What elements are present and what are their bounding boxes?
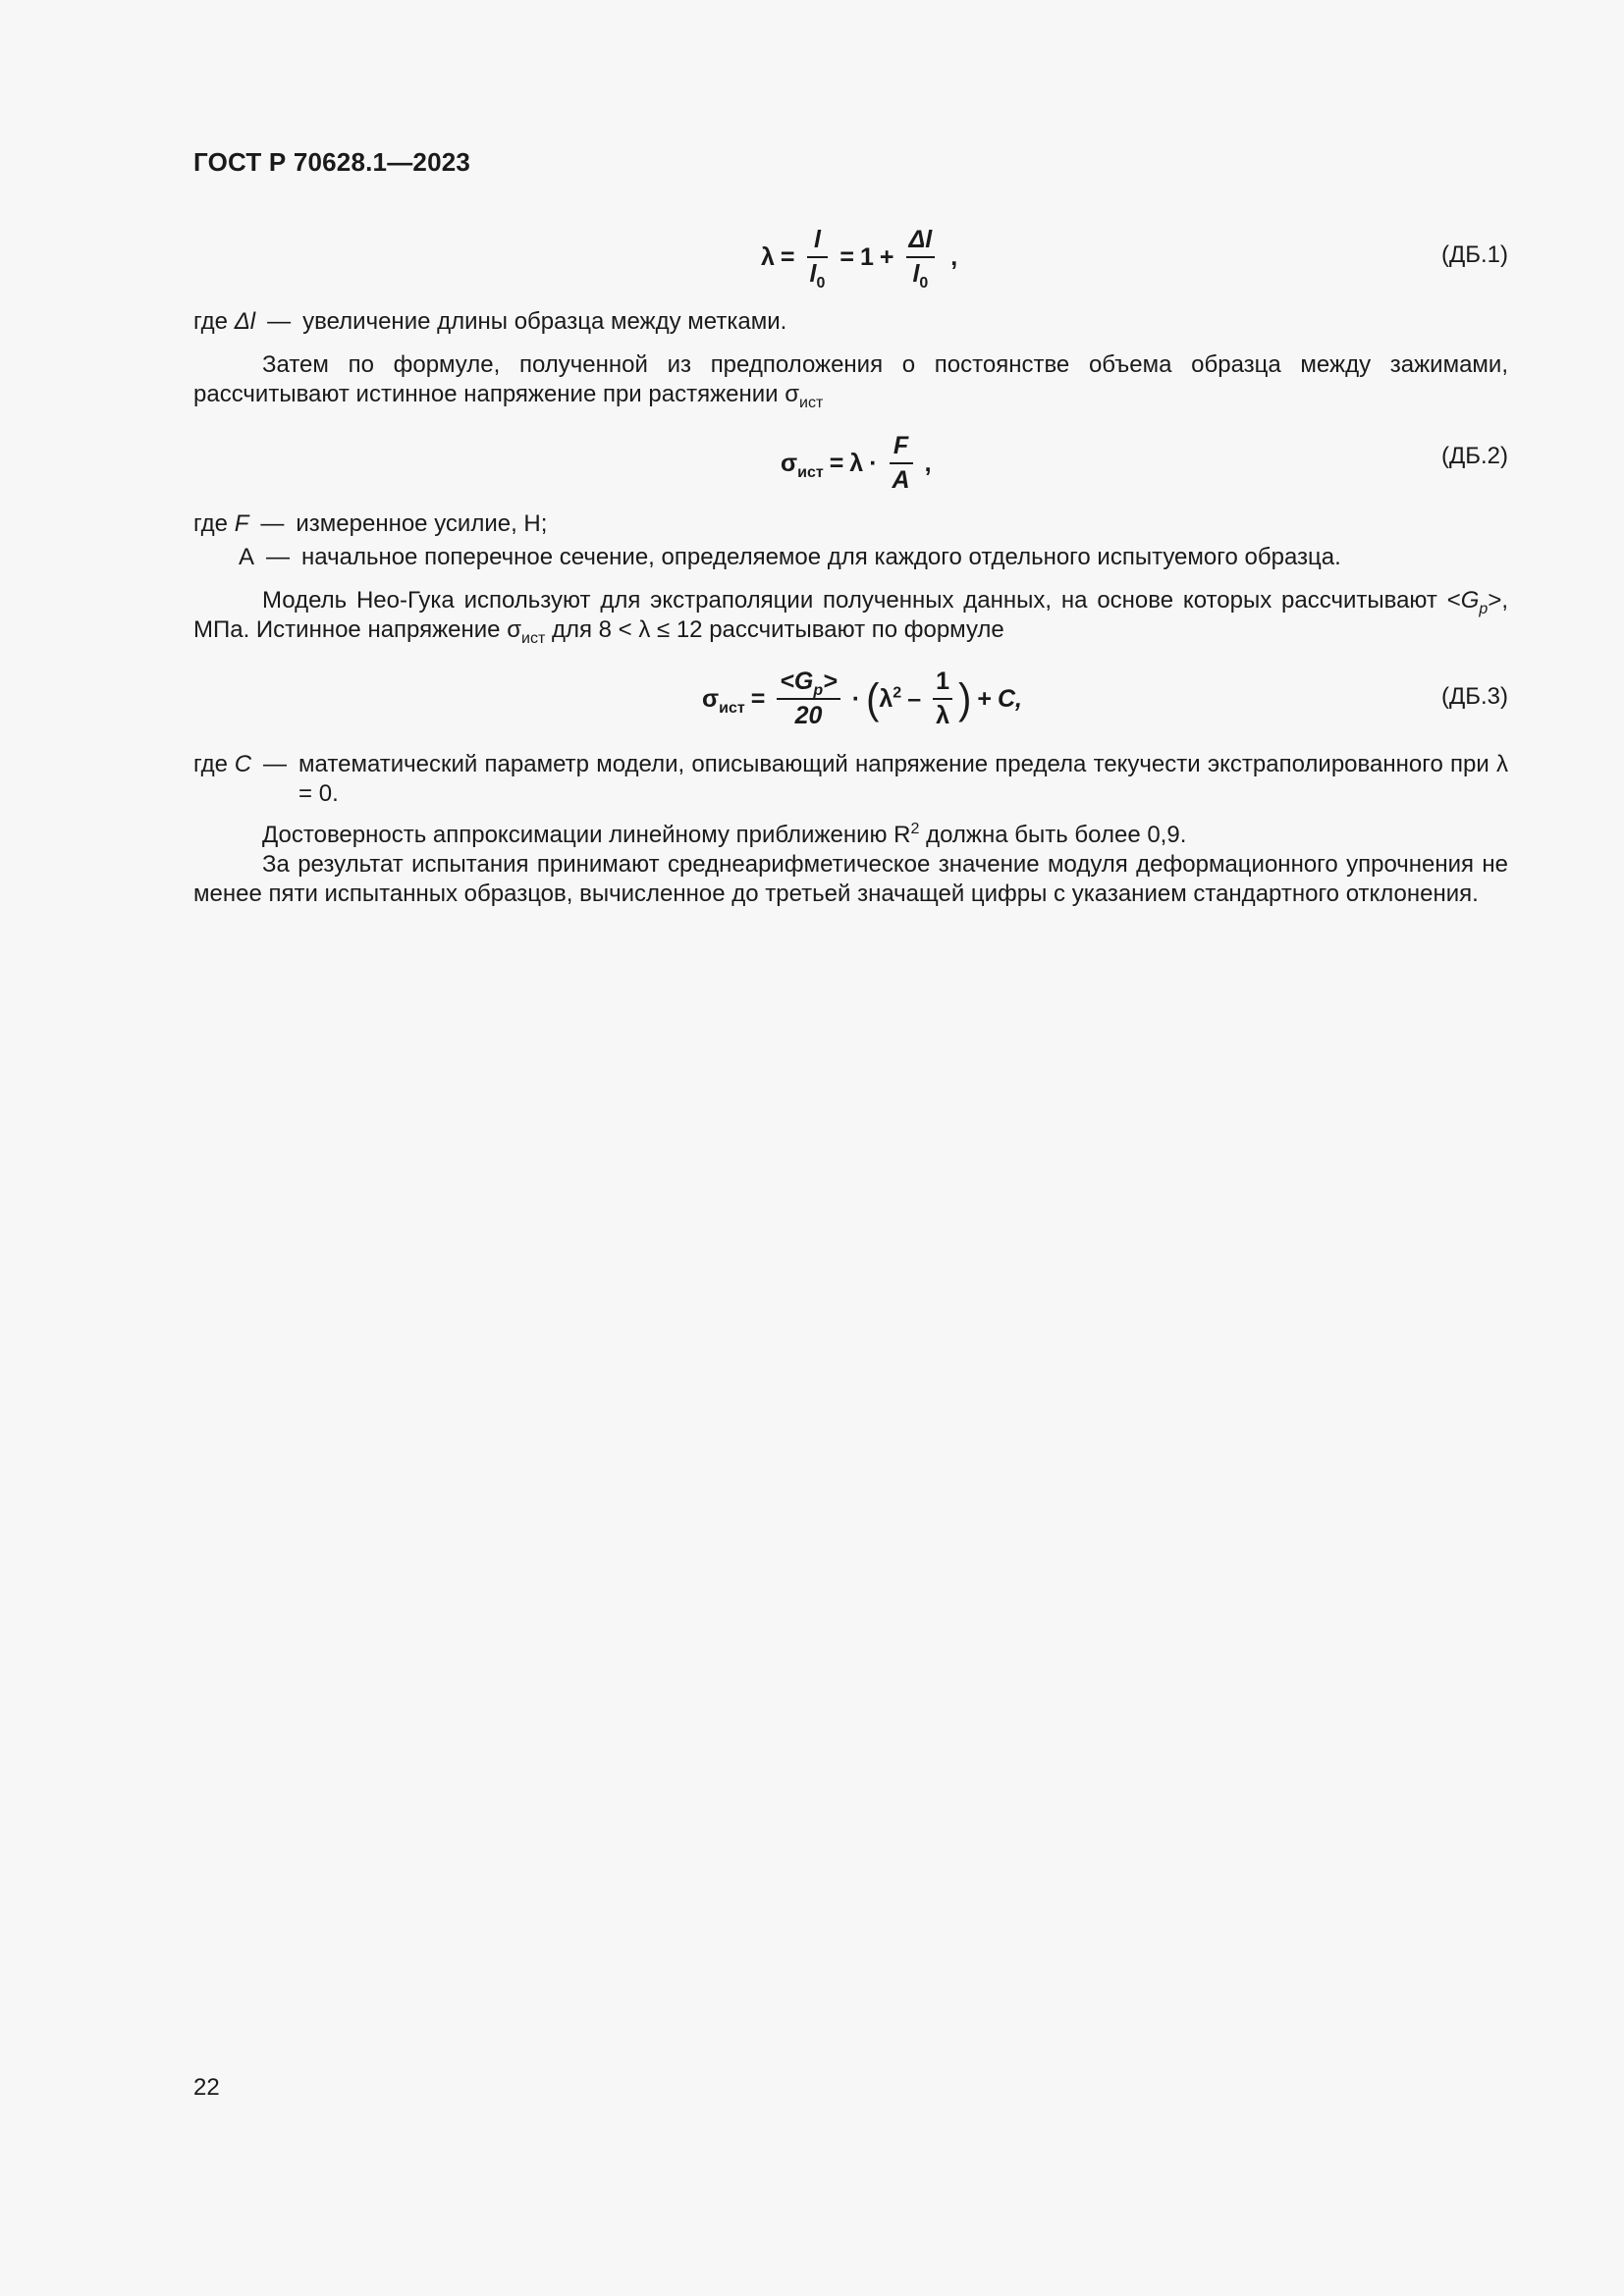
definition-label: где Δl (193, 308, 256, 335)
page-number: 22 (193, 2074, 220, 2101)
equals-sign: = (780, 242, 795, 271)
definition-label: A (239, 544, 255, 570)
document-header: ГОСТ Р 70628.1—2023 (193, 147, 471, 177)
multiply-dot: · (869, 449, 878, 477)
definition-dash: — (260, 510, 285, 537)
minus-sign: – (907, 684, 922, 713)
equation-number: (ДБ.2) (1440, 443, 1508, 469)
definition-delta-l (193, 307, 1508, 337)
equation-db3 (193, 660, 1508, 738)
paragraph-true-stress: Затем по формуле, полученной из предположения о постоянстве объема образца между зажимами, рассчитывают истинное напряжение при растяжении $\sigma_{ист}$ (193, 351, 1508, 411)
formula-db1 (761, 226, 958, 292)
lambda-squared: $\lambda^2$ (879, 684, 902, 713)
fraction-denominator: $l_0$ (912, 260, 929, 292)
formula-db2 (781, 432, 932, 495)
fraction-numerator: 1 (936, 667, 950, 695)
paragraph-result: За результат испытания принимают среднеарифметическое значение модуля деформационного упрочнения не менее пяти испытанных образцов, вычисленное до третьей значащей цифры с указанием стандартного отклонения. (193, 851, 1508, 907)
plus-sign: + (977, 684, 992, 713)
definition-f (193, 509, 1508, 539)
fraction-denominator: λ (936, 702, 950, 729)
fraction-denominator: 20 (794, 702, 823, 729)
right-paren: ) (958, 674, 972, 723)
fraction-numerator: Δl (908, 226, 933, 253)
fraction-dl-l0 (906, 226, 936, 292)
fraction-numerator: l (813, 226, 821, 253)
paragraph-neo-hooke: Модель Нео-Гука используют для экстраполяции полученных данных, на основе которых рассчитывают $<G_p>$, МПа. Истинное напряжение $\sigma_{ист}$ для 8 < λ ≤ 12 рассчитывают по формуле (193, 587, 1508, 647)
lambda-symbol: λ (849, 449, 864, 477)
definition-text: увеличение длины образца между метками. (302, 308, 787, 335)
definition-text: измеренное усилие, Н; (296, 510, 548, 537)
equals-sign: = (839, 242, 854, 271)
equation-db2 (193, 424, 1508, 503)
formula-db3 (702, 667, 1022, 730)
left-paren: ( (866, 674, 880, 723)
fraction-denominator: A (892, 466, 910, 494)
fraction-1-lambda (933, 667, 952, 730)
number-one: 1 (859, 242, 874, 271)
equation-db1 (193, 218, 1508, 296)
fraction-gp-20 (777, 667, 839, 730)
definition-a (239, 543, 1508, 572)
lambda-symbol: λ (761, 242, 775, 271)
definition-label: где F (193, 510, 249, 537)
equals-sign: = (750, 684, 766, 713)
definition-dash: — (267, 308, 292, 335)
equals-sign: = (829, 449, 844, 477)
fraction-l-l0 (807, 226, 829, 292)
definition-text: начальное поперечное сечение, определяемое для каждого отдельного испытуемого образца. (301, 544, 1341, 570)
fraction-denominator: $l_0$ (809, 260, 826, 292)
document-page (193, 0, 1508, 2296)
equation-number: (ДБ.3) (1440, 683, 1508, 710)
definition-dash: — (263, 751, 288, 777)
multiply-dot: · (851, 684, 861, 713)
paragraph-approximation: Достоверность аппроксимации линейному приближению $R^2$ должна быть более 0,9. (262, 821, 1187, 848)
fraction-f-a (890, 432, 913, 495)
sigma-true: $\sigma_{ист}$ (781, 449, 824, 481)
constant-c: C, (997, 684, 1022, 713)
fraction-numerator: F (893, 432, 909, 459)
definition-text: математический параметр модели, описывающий напряжение предела текучести экстраполированного при λ = 0. (298, 751, 1508, 807)
definition-dash: — (266, 544, 291, 570)
plus-sign: + (879, 242, 894, 271)
comma: , (950, 242, 958, 271)
sigma-true: $\sigma_{ист}$ (702, 684, 745, 717)
comma: , (924, 449, 932, 477)
equation-number: (ДБ.1) (1440, 241, 1508, 268)
fraction-numerator: $<G_p>$ (780, 667, 838, 699)
definition-label: где C (193, 751, 252, 777)
definition-c (193, 750, 1508, 809)
